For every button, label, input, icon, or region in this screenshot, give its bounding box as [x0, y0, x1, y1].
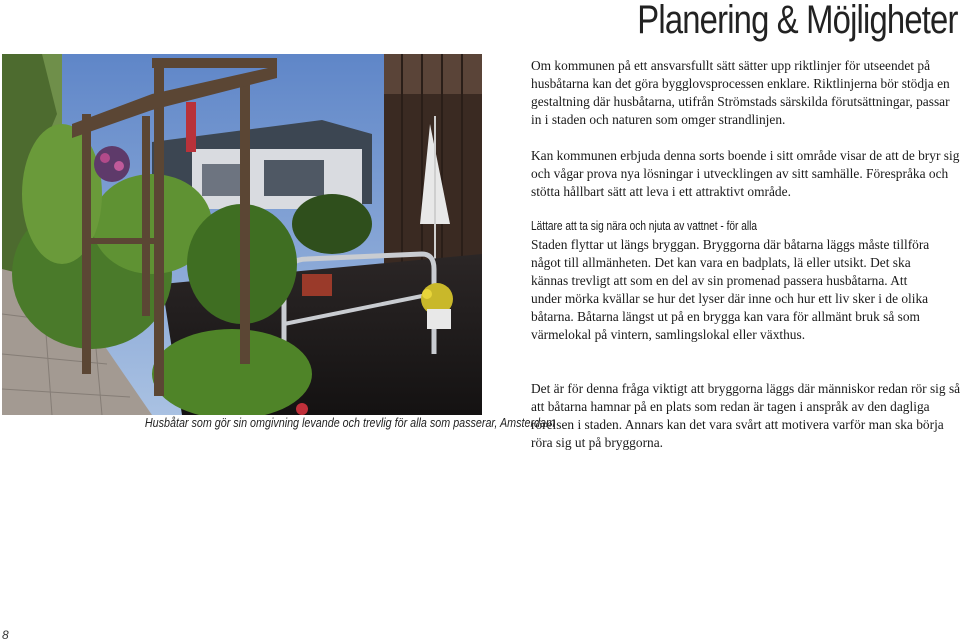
paragraph-text: Det är för denna fråga viktigt att bryggorna läggs där människor redan rör sig så att båtarna hamnar på en plats som redan är tagen i anspråk av den dagliga rörelsen i staden. Annars kan det vara svårt att motivera varför man ska börja röra sig ut på bryggorna.: [531, 381, 960, 450]
photo-caption: Husbåtar som gör sin omgivning levande och trevlig för alla som passerar, Amsterdam: [144, 416, 555, 430]
page-number: 8: [2, 628, 9, 642]
body-paragraph-1: [531, 57, 960, 129]
body-paragraph-4: [531, 380, 960, 452]
paragraph-text: Kan kommunen erbjuda denna sorts boende i sitt område visar de att de bryr sig och vågar prova nya lösningar i utvecklingen av sitt samhälle. Förespråka och stötta hållbart sätt att leva i ett attraktivt område.: [531, 148, 960, 199]
paragraph-text: Staden flyttar ut längs bryggan. Bryggorna där båtarna läggs måste tillföra något till allmänheten. Det kan vara en badplats, lä eller utsikt. Det ska kännas trevligt att som en del av sin promenad passera husbåtarna. Att under mörka kvällar se hur det lyser där inne och hur ett liv sker i de olika båtarna. Båtarna längst ut på en brygga kan vara för allmänt bruk så som värmelokal på vintern, samlingslokal eller växthus.: [531, 237, 930, 342]
body-paragraph-3: [531, 236, 931, 344]
body-paragraph-2: [531, 147, 960, 201]
page-title: Planering & Möjligheter: [637, 0, 958, 42]
section-subheading: Lättare att ta sig nära och njuta av vattnet - för alla: [531, 218, 758, 233]
paragraph-text: Om kommunen på ett ansvarsfullt sätt sätter upp riktlinjer för utseendet på husbåtarna kan det göra bygglovsprocessen enklare. Riktlinjerna bör stödja en gestaltning där husbåtarna, utifrån Strömstads särskilda förutsättningar, passar in i staden och naturen som omger strandlinjen.: [531, 58, 950, 127]
houseboat-photo: [2, 54, 482, 415]
